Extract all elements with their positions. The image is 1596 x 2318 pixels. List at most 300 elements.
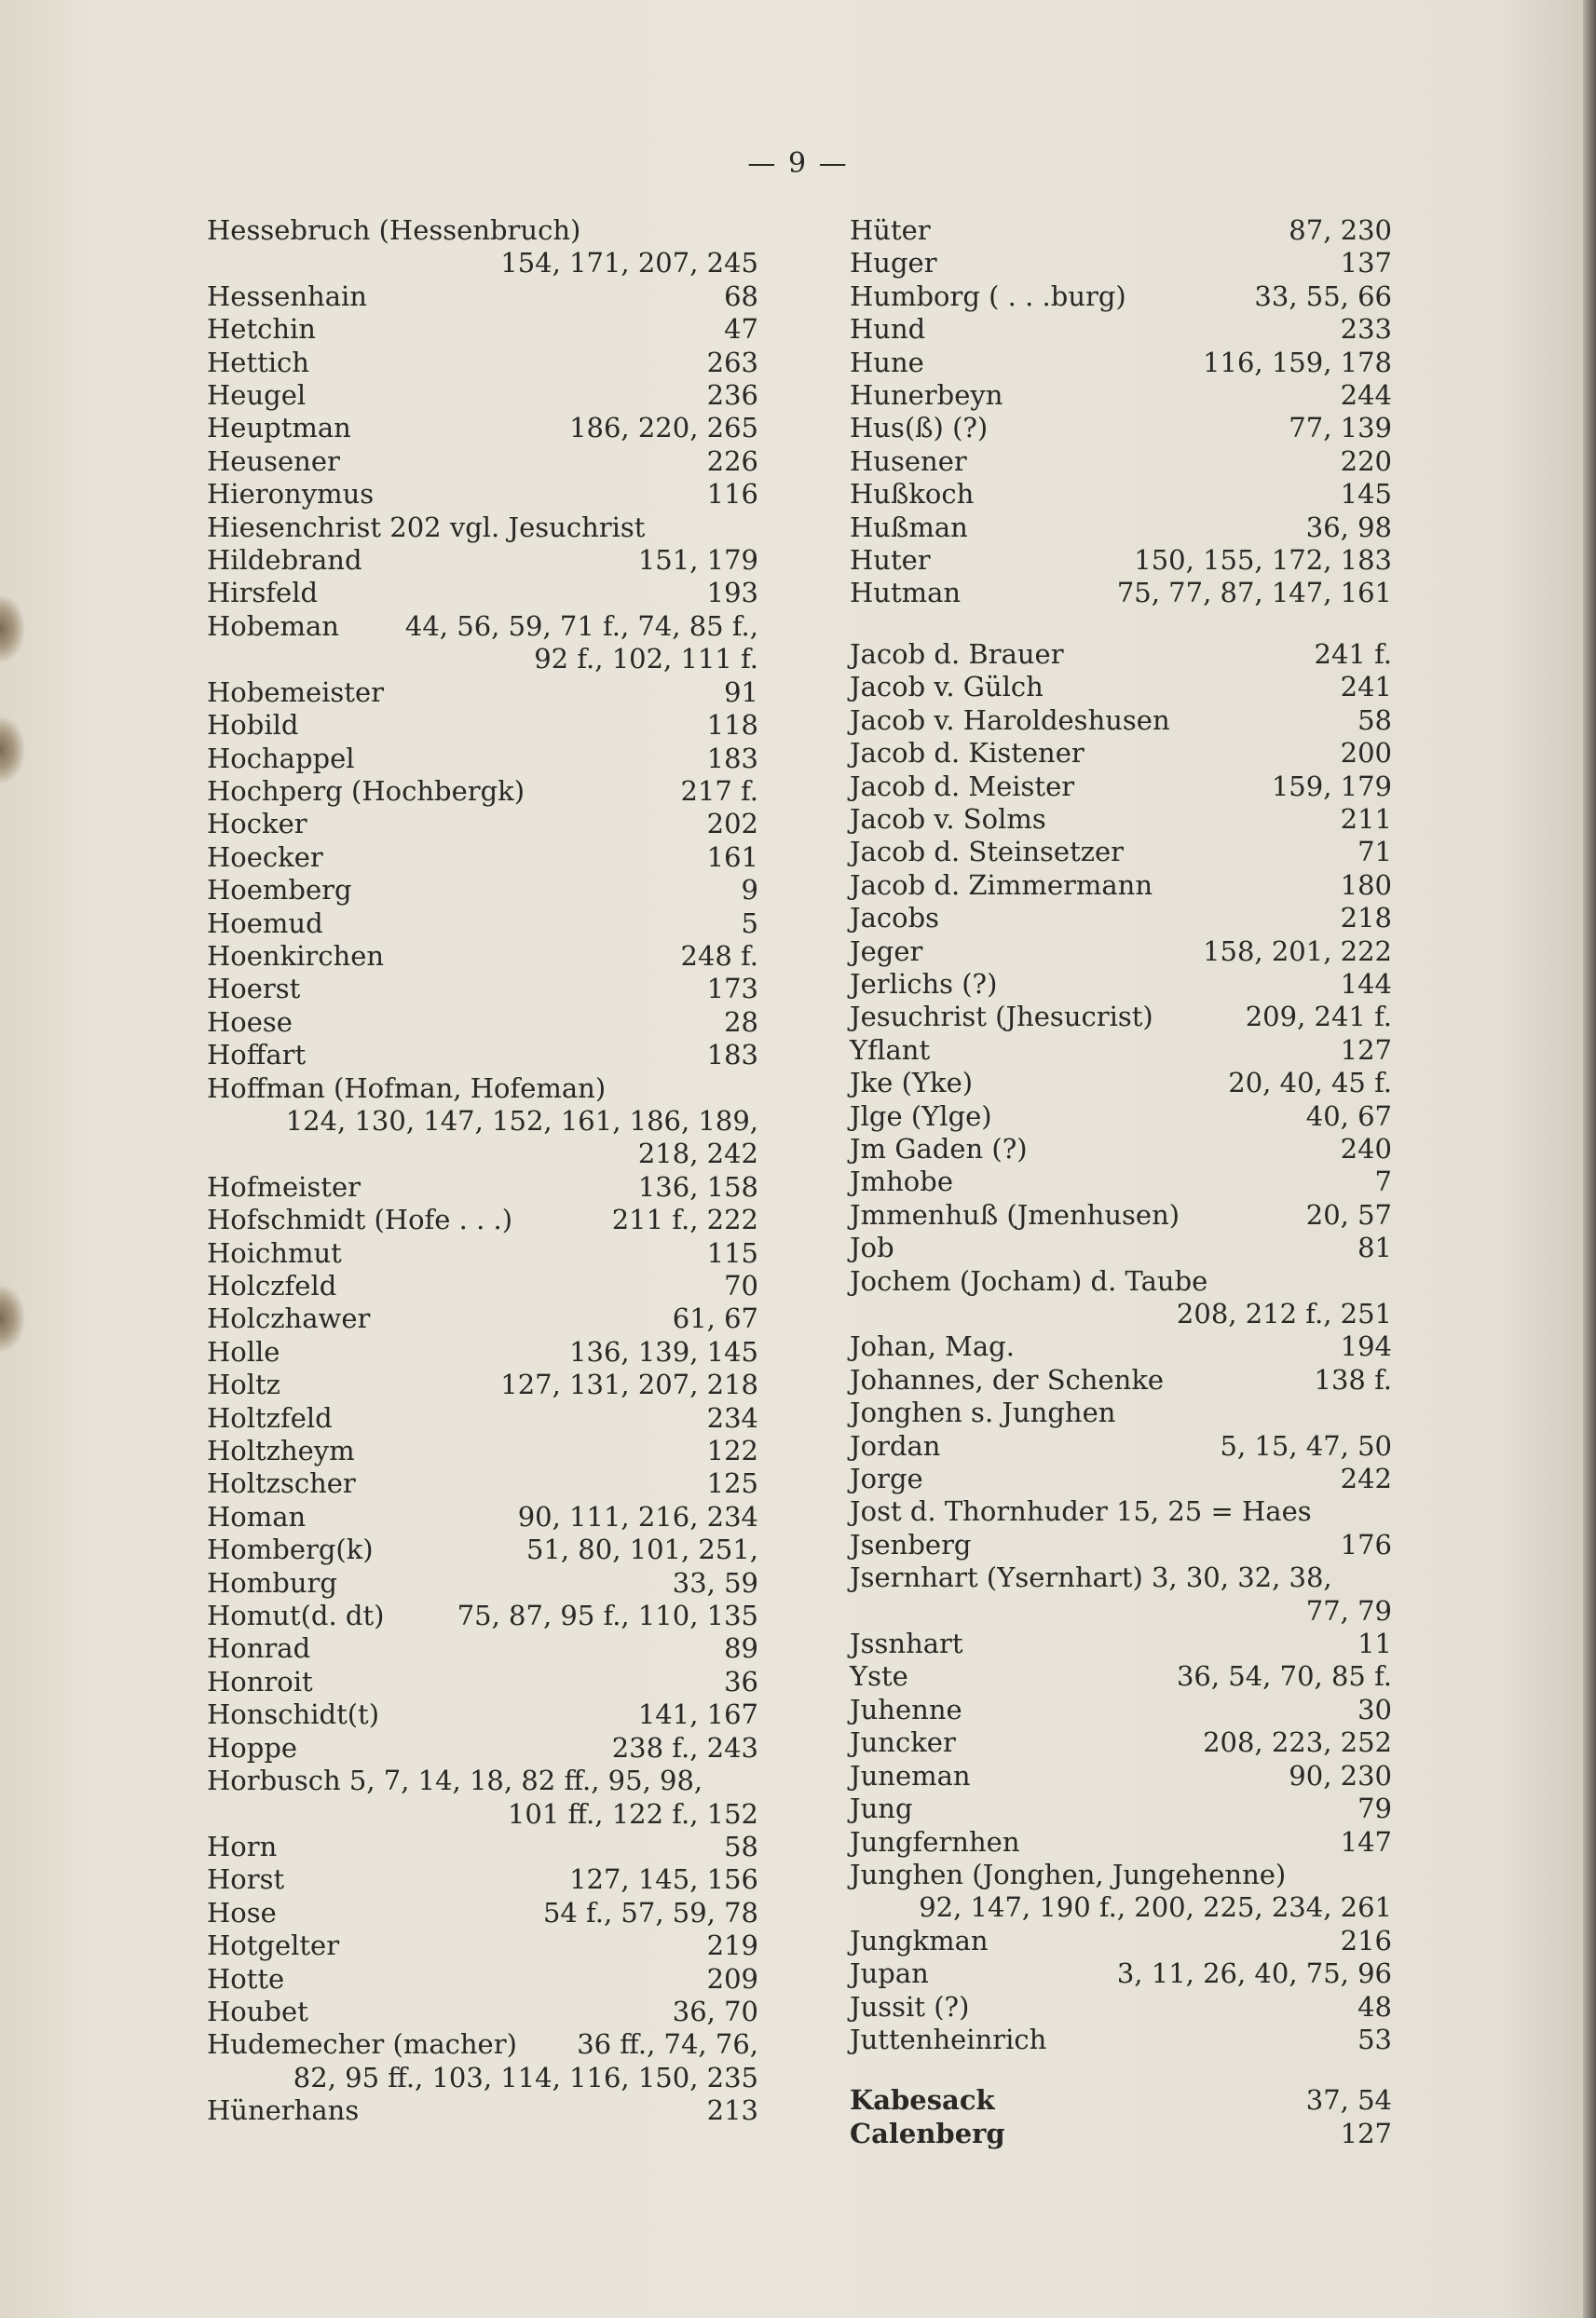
entry-page-refs: 58	[1357, 703, 1392, 736]
entry-name: Jacob v. Solms	[850, 802, 1046, 835]
index-entry	[207, 1963, 758, 1996]
index-entry	[207, 610, 758, 676]
entry-page-refs: 28	[724, 1005, 758, 1038]
entry-page-refs: 116, 159, 178	[1203, 346, 1392, 378]
entry-name: Homburg	[207, 1566, 337, 1599]
index-entry	[850, 968, 1392, 1001]
entry-page-refs: 11	[1357, 1628, 1392, 1660]
entry-page-refs: 217 f.	[680, 774, 758, 807]
index-entry	[850, 214, 1392, 247]
index-entry	[850, 1495, 1392, 1528]
index-entry	[850, 511, 1392, 544]
entry-name: Jacob d. Steinsetzer	[850, 836, 1125, 868]
index-entry	[207, 313, 758, 346]
index-entry	[850, 1957, 1392, 1990]
entry-page-refs: 238 f., 243	[611, 1731, 758, 1764]
index-entry	[207, 1369, 758, 1401]
index-entry	[207, 214, 758, 280]
entry-name: Jmmenhuß (Jmenhusen)	[850, 1198, 1180, 1231]
entry-page-refs: 141, 167	[637, 1698, 758, 1731]
entry-name: Jacob v. Haroldeshusen	[850, 703, 1170, 736]
entry-name: Hoecker	[207, 840, 323, 873]
entry-name: Husener	[850, 444, 967, 477]
entry-page-refs: 173	[706, 973, 758, 1005]
entry-page-refs: 33, 55, 66	[1254, 280, 1392, 312]
entry-name: Hobeman	[207, 609, 339, 642]
entry-name: Hunerbeyn	[850, 379, 1003, 412]
entry-page-refs: 37, 54	[1305, 2084, 1392, 2117]
index-entry	[207, 1435, 758, 1467]
index-entry	[207, 577, 758, 609]
entry-page-refs: 71	[1357, 836, 1392, 868]
index-entry	[850, 1397, 1392, 1429]
entry-name: Juttenheinrich	[850, 2023, 1047, 2055]
page-number: — 9 —	[747, 147, 849, 180]
entry-page-refs: 48	[1357, 1990, 1392, 2023]
entry-page-refs: 77, 139	[1289, 412, 1392, 444]
index-entry	[207, 445, 758, 478]
entry-page-refs: 5, 15, 47, 50	[1220, 1429, 1392, 1462]
entry-page-refs: 5	[741, 907, 758, 939]
entry-page-refs: 147	[1340, 1825, 1392, 1858]
index-entry	[850, 737, 1392, 770]
entry-name: Hocker	[207, 808, 307, 840]
entry-page-refs: 54 f., 57, 59, 78	[542, 1896, 758, 1929]
index-entry	[850, 2118, 1392, 2150]
entry-name: Jm Gaden (?)	[850, 1132, 1028, 1165]
entry-page-refs: 20, 57	[1305, 1198, 1392, 1231]
entry-name: Jsenberg	[850, 1528, 972, 1561]
index-entry	[850, 544, 1392, 577]
entry-name: Hoenkirchen	[207, 939, 385, 972]
index-entry	[207, 2028, 758, 2094]
entry-name: Hildebrand	[207, 544, 362, 577]
entry-name: Jacob d. Brauer	[850, 637, 1064, 670]
index-entry	[850, 1067, 1392, 1099]
entry-name: Hudemecher (macher)	[207, 2028, 517, 2061]
entry-page-refs: 58	[724, 1830, 758, 1862]
index-entry	[207, 1600, 758, 1632]
entry-page-refs: 226	[706, 444, 758, 477]
entry-name: Hoffman (Hofman, Hofeman)	[207, 1071, 607, 1104]
entry-name: Houbet	[207, 1995, 308, 2027]
entry-name: Hoerst	[207, 973, 301, 1005]
index-entry	[850, 313, 1392, 346]
entry-page-refs: 242	[1340, 1463, 1392, 1495]
entry-page-refs: 127	[1340, 1033, 1392, 1066]
entry-page-refs: 127	[1340, 2117, 1392, 2149]
entry-page-refs: 127, 131, 207, 218	[500, 1369, 758, 1401]
entry-name: Jonghen s. Junghen	[850, 1397, 1116, 1429]
entry-name: Hund	[850, 313, 926, 346]
index-entry	[207, 1039, 758, 1071]
entry-page-refs: 70	[724, 1270, 758, 1302]
entry-name: Hußkoch	[850, 478, 975, 511]
entry-page-refs: 193	[706, 577, 758, 609]
entry-page-refs: 138 f.	[1314, 1363, 1392, 1396]
entry-page-refs: 53	[1357, 2023, 1392, 2055]
entry-name: Honrad	[207, 1632, 311, 1665]
entry-page-refs: 234	[706, 1401, 758, 1434]
entry-name: Hoffart	[207, 1039, 307, 1071]
entry-name: Hoese	[207, 1005, 293, 1038]
entry-page-refs: 136, 158	[637, 1170, 758, 1203]
index-entry	[850, 638, 1392, 671]
entry-page-refs: 202	[706, 808, 758, 840]
index-entry	[207, 347, 758, 379]
entry-page-refs: 75, 87, 95 f., 110, 135	[457, 1600, 758, 1632]
entry-page-refs: 91	[724, 675, 758, 708]
index-entry	[207, 841, 758, 874]
entry-name: Jesuchrist (Jhesucrist)	[850, 1001, 1153, 1033]
entry-name: Horn	[207, 1830, 278, 1862]
index-entry	[207, 709, 758, 742]
index-entry	[850, 1991, 1392, 2024]
entry-page-refs-continued: 77, 79	[1305, 1594, 1392, 1627]
entry-page-refs-continued: 124, 130, 147, 152, 161, 186, 189,	[285, 1104, 758, 1137]
entry-name: Jeger	[850, 934, 923, 967]
entry-name: Johannes, der Schenke	[850, 1363, 1165, 1396]
entry-page-refs: 161	[706, 840, 758, 873]
entry-name: Jacob d. Kistener	[850, 737, 1084, 770]
entry-name: Hessenhain	[207, 280, 367, 312]
entry-name: Hobild	[207, 709, 299, 742]
index-entry	[850, 1330, 1392, 1363]
section-gap	[850, 2056, 1392, 2084]
index-entry	[207, 676, 758, 709]
index-entry	[850, 280, 1392, 313]
entry-name: Jke (Yke)	[850, 1067, 974, 1099]
section-gap	[850, 610, 1392, 638]
entry-page-refs: 241	[1340, 671, 1392, 703]
index-entry	[207, 1996, 758, 2028]
entry-page-refs: 122	[706, 1435, 758, 1467]
index-entry	[207, 1929, 758, 1962]
index-entry	[207, 1897, 758, 1929]
entry-page-refs: 263	[706, 346, 758, 378]
entry-page-refs: 186, 220, 265	[569, 412, 758, 444]
entry-page-refs: 151, 179	[637, 544, 758, 577]
entry-name: Hutman	[850, 577, 962, 609]
index-entry	[850, 1034, 1392, 1067]
entry-page-refs: 145	[1340, 478, 1392, 511]
entry-name: Horst	[207, 1863, 285, 1896]
entry-name: Hoemud	[207, 907, 323, 939]
entry-page-refs: 208, 223, 252	[1203, 1726, 1392, 1759]
index-entry	[850, 1793, 1392, 1825]
entry-page-refs: 137	[1340, 247, 1392, 280]
index-entry	[207, 1467, 758, 1500]
index-entry	[207, 412, 758, 444]
entry-page-refs: 40, 67	[1305, 1099, 1392, 1132]
entry-page-refs: 158, 201, 222	[1203, 934, 1392, 967]
index-entry	[850, 1925, 1392, 1957]
entry-page-refs-continued: 208, 212 f., 251	[1176, 1298, 1392, 1329]
index-entry	[850, 869, 1392, 902]
index-entry	[207, 1402, 758, 1435]
entry-name: Hetchin	[207, 313, 316, 346]
index-entry	[207, 1698, 758, 1731]
entry-name: Hoemberg	[207, 874, 352, 907]
index-entry	[850, 379, 1392, 412]
entry-page-refs-continued: 92 f., 102, 111 f.	[534, 643, 758, 675]
entry-name: Humborg ( . . .burg)	[850, 280, 1126, 312]
entry-name: Hofmeister	[207, 1170, 361, 1203]
entry-page-refs: 127, 145, 156	[569, 1863, 758, 1896]
entry-name: Hoppe	[207, 1731, 298, 1764]
entry-name: Jost d. Thornhuder 15, 25 = Haes	[850, 1495, 1312, 1528]
index-entry	[850, 1826, 1392, 1859]
index-entry	[207, 1302, 758, 1335]
index-entry	[850, 347, 1392, 379]
entry-name: Jungfernhen	[850, 1825, 1020, 1858]
entry-name: Jacob d. Meister	[850, 770, 1075, 802]
binding-stain	[0, 1286, 24, 1351]
entry-page-refs: 240	[1340, 1132, 1392, 1165]
index-entry	[850, 671, 1392, 703]
entry-name: Huter	[850, 544, 931, 577]
index-entry	[207, 1831, 758, 1863]
entry-name: Holtz	[207, 1369, 280, 1401]
index-entry	[850, 1199, 1392, 1232]
entry-page-refs: 81	[1357, 1232, 1392, 1264]
index-entry	[850, 1760, 1392, 1793]
index-entry	[850, 1859, 1392, 1925]
index-entry	[850, 445, 1392, 478]
index-entry	[207, 1863, 758, 1896]
entry-name: Jungkman	[850, 1924, 989, 1957]
entry-page-refs: 144	[1340, 967, 1392, 1000]
index-entry	[207, 1204, 758, 1236]
entry-page-refs: 216	[1340, 1924, 1392, 1957]
entry-page-refs: 116	[706, 478, 758, 511]
entry-name: Heuptman	[207, 412, 351, 444]
entry-page-refs: 89	[724, 1632, 758, 1665]
entry-name: Jmhobe	[850, 1166, 953, 1198]
index-entry	[207, 2094, 758, 2127]
entry-page-refs-continued: 154, 171, 207, 245	[500, 247, 758, 280]
index-entry	[207, 1534, 758, 1566]
entry-page-refs: 211	[1340, 802, 1392, 835]
entry-page-refs: 61, 67	[672, 1302, 758, 1335]
entry-name: Jlge (Ylge)	[850, 1099, 992, 1132]
entry-page-refs: 248 f.	[680, 939, 758, 972]
index-entry	[850, 803, 1392, 836]
index-column-left	[207, 214, 758, 2128]
entry-page-refs: 36 ff., 74, 76,	[577, 2028, 758, 2061]
entry-name: Homberg(k)	[207, 1534, 374, 1566]
index-entry	[850, 1694, 1392, 1726]
entry-page-refs: 220	[1340, 444, 1392, 477]
index-entry	[850, 1232, 1392, 1264]
entry-page-refs: 87, 230	[1289, 214, 1392, 246]
index-entry	[850, 577, 1392, 609]
index-entry	[207, 1501, 758, 1534]
entry-name: Jochem (Jocham) d. Taube	[850, 1264, 1208, 1297]
index-entry	[850, 1100, 1392, 1133]
entry-page-refs: 183	[706, 742, 758, 774]
index-entry	[850, 1430, 1392, 1463]
entry-name: Juhenne	[850, 1693, 962, 1725]
entry-page-refs-continued: 92, 147, 190 f., 200, 225, 234, 261	[919, 1891, 1392, 1924]
entry-name: Jacobs	[850, 902, 940, 934]
entry-name: Honschidt(t)	[207, 1698, 380, 1731]
index-entry	[207, 1666, 758, 1698]
index-entry	[207, 1632, 758, 1665]
entry-name: Jussit (?)	[850, 1990, 970, 2023]
binding-stain	[0, 596, 24, 661]
index-entry	[207, 1237, 758, 1270]
entry-page-refs: 236	[706, 379, 758, 412]
entry-name: Jsernhart (Ysernhart) 3, 30, 32, 38,	[850, 1561, 1332, 1594]
entry-name: Heusener	[207, 444, 340, 477]
index-entry	[207, 907, 758, 940]
entry-name: Hotgelter	[207, 1929, 340, 1962]
entry-page-refs: 68	[724, 280, 758, 312]
entry-name: Hettich	[207, 346, 309, 378]
entry-page-refs-continued: 101 ff., 122 f., 152	[507, 1797, 758, 1830]
index-entry	[850, 770, 1392, 803]
index-entry	[207, 973, 758, 1005]
entry-page-refs: 118	[706, 709, 758, 742]
index-entry	[850, 1166, 1392, 1198]
entry-name: Holle	[207, 1335, 280, 1368]
index-entry	[207, 743, 758, 775]
index-entry	[207, 379, 758, 412]
entry-page-refs: 209	[706, 1962, 758, 1995]
index-entry	[850, 478, 1392, 511]
entry-page-refs: 44, 56, 59, 71 f., 74, 85 f.,	[404, 609, 758, 642]
entry-name: Holtzfeld	[207, 1401, 333, 1434]
entry-page-refs: 136, 139, 145	[569, 1335, 758, 1368]
index-entry	[850, 902, 1392, 934]
index-entry	[207, 511, 758, 544]
entry-page-refs: 75, 77, 87, 147, 161	[1116, 577, 1392, 609]
entry-name: Jacob d. Zimmermann	[850, 868, 1153, 901]
entry-page-refs: 90, 111, 216, 234	[517, 1500, 758, 1533]
index-column-right	[850, 214, 1392, 2150]
entry-name: Hiesenchrist 202 vgl. Jesuchrist	[207, 511, 646, 543]
entry-name: Hotte	[207, 1962, 285, 1995]
page-edge-shadow	[1583, 0, 1596, 2318]
entry-name: Hüter	[850, 214, 931, 246]
entry-name: Jacob v. Gülch	[850, 671, 1044, 703]
entry-name: Junghen (Jonghen, Jungehenne)	[850, 1858, 1287, 1890]
entry-page-refs: 51, 80, 101, 251,	[525, 1534, 758, 1566]
index-entry	[207, 1072, 758, 1171]
index-entry	[850, 1133, 1392, 1166]
index-entry	[850, 1660, 1392, 1693]
entry-name: Huger	[850, 247, 937, 280]
index-entry	[207, 280, 758, 313]
entry-page-refs: 211 f., 222	[611, 1204, 758, 1236]
entry-page-refs: 180	[1340, 868, 1392, 901]
index-entry	[207, 874, 758, 907]
index-entry	[850, 247, 1392, 280]
entry-name: Hochperg (Hochbergk)	[207, 774, 525, 807]
entry-name: Holtzscher	[207, 1467, 356, 1500]
index-entry	[207, 1270, 758, 1302]
entry-page-refs: 36, 70	[672, 1995, 758, 2027]
index-entry	[850, 2024, 1392, 2056]
entry-name: Hirsfeld	[207, 577, 319, 609]
entry-page-refs: 30	[1357, 1693, 1392, 1725]
entry-name: Honroit	[207, 1665, 313, 1698]
index-entry	[850, 1364, 1392, 1397]
entry-page-refs: 20, 40, 45 f.	[1228, 1067, 1392, 1099]
entry-name: Hußman	[850, 511, 968, 543]
entry-name: Homut(d. dt)	[207, 1600, 385, 1632]
entry-page-refs: 79	[1357, 1793, 1392, 1825]
entry-page-refs: 213	[706, 2094, 758, 2127]
index-entry	[207, 1732, 758, 1765]
entry-page-refs: 36, 98	[1305, 511, 1392, 543]
index-entry	[850, 412, 1392, 444]
entry-name: Hünerhans	[207, 2094, 360, 2127]
index-entry	[207, 1567, 758, 1600]
entry-name: Jssnhart	[850, 1628, 963, 1660]
entry-name: Kabesack	[850, 2084, 995, 2117]
entry-page-refs: 218	[1340, 902, 1392, 934]
entry-name: Hochappel	[207, 742, 355, 774]
entry-name: Hessebruch (Hessenbruch)	[207, 214, 581, 246]
entry-name: Hobemeister	[207, 675, 384, 708]
entry-name: Calenberg	[850, 2117, 1005, 2149]
index-entry	[207, 1006, 758, 1039]
entry-page-refs: 7	[1374, 1166, 1392, 1198]
index-entry	[207, 808, 758, 840]
entry-name: Hus(ß) (?)	[850, 412, 989, 444]
entry-page-refs: 183	[706, 1039, 758, 1071]
entry-page-refs: 36	[724, 1665, 758, 1698]
entry-name: Jupan	[850, 1957, 929, 1990]
entry-name: Jung	[850, 1793, 913, 1825]
entry-page-refs: 36, 54, 70, 85 f.	[1176, 1660, 1392, 1693]
entry-name: Yflant	[850, 1033, 931, 1066]
index-entry	[207, 1336, 758, 1369]
index-entry	[850, 2084, 1392, 2117]
entry-page-refs: 176	[1340, 1528, 1392, 1561]
entry-name: Holczfeld	[207, 1270, 337, 1302]
entry-name: Hune	[850, 346, 924, 378]
entry-name: Juncker	[850, 1726, 956, 1759]
entry-name: Heugel	[207, 379, 307, 412]
entry-name: Johan, Mag.	[850, 1330, 1015, 1363]
index-entry	[207, 544, 758, 577]
index-entry	[207, 1171, 758, 1204]
entry-page-refs: 219	[706, 1929, 758, 1962]
index-entry	[207, 478, 758, 511]
index-entry	[850, 1561, 1392, 1628]
entry-page-refs: 194	[1340, 1330, 1392, 1363]
entry-name: Hieronymus	[207, 478, 375, 511]
index-entry	[207, 940, 758, 973]
index-entry	[850, 1001, 1392, 1033]
entry-name: Homan	[207, 1500, 307, 1533]
entry-page-refs: 9	[741, 874, 758, 907]
binding-stain	[0, 717, 24, 783]
entry-page-refs: 90, 230	[1289, 1759, 1392, 1792]
entry-page-refs: 33, 59	[672, 1566, 758, 1599]
entry-page-refs: 47	[724, 313, 758, 346]
entry-name: Holczhawer	[207, 1302, 371, 1335]
index-entry	[850, 1265, 1392, 1331]
index-entry	[850, 1628, 1392, 1660]
entry-name: Hose	[207, 1896, 277, 1929]
entry-page-refs: 209, 241 f.	[1245, 1001, 1392, 1033]
entry-page-refs: 159, 179	[1271, 770, 1392, 802]
entry-name: Hoichmut	[207, 1236, 342, 1269]
